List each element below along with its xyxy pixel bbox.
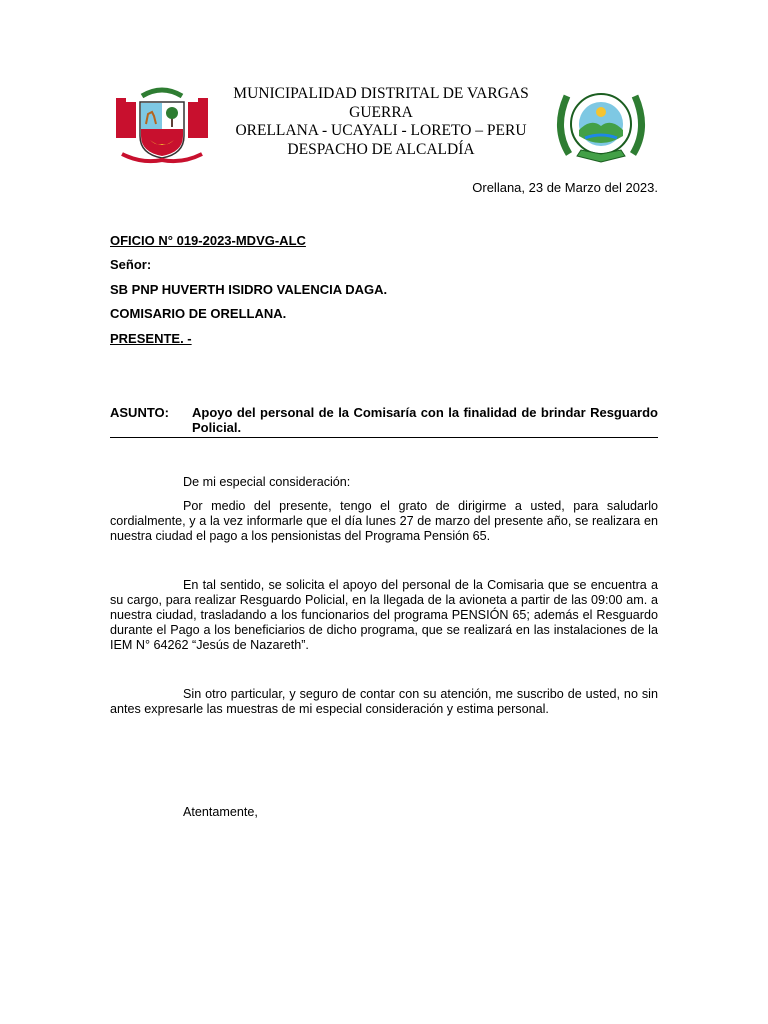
letterhead-municipality: MUNICIPALIDAD DISTRITAL DE VARGAS GUERRA [233, 85, 529, 121]
subject-text: Apoyo del personal de la Comisaría con la finalidad de brindar Resguardo Policial. [192, 405, 658, 435]
body-paragraph-1: Por medio del presente, tengo el grato de dirigirme a usted, para saludarlo cordialmente, y a la vez informarle que el día lunes 27 de marzo del presente año, se realizara en nuestra ciudad el pago a los pensionistas del Programa Pensión 65. [110, 499, 658, 543]
subject-divider [110, 437, 658, 438]
letterhead [222, 85, 540, 159]
subject-label: ASUNTO: [110, 405, 169, 420]
body-paragraph-3: Sin otro particular, y seguro de contar con su atención, me suscribo de usted, no sin antes expresarle las muestras de mi especial consideración y estima personal. [110, 687, 658, 716]
recipient-position: COMISARIO DE ORELLANA. [110, 306, 287, 321]
greeting: De mi especial consideración: [183, 475, 351, 489]
municipal-seal-icon [551, 84, 651, 168]
letter-date: Orellana, 23 de Marzo del 2023. [472, 180, 658, 195]
recipient-name: SB PNP HUVERTH ISIDRO VALENCIA DAGA. [110, 282, 388, 297]
closing: Atentamente, [183, 805, 258, 819]
letterhead-office: DESPACHO DE ALCALDÍA [287, 140, 475, 158]
presente-label: PRESENTE. - [110, 331, 192, 346]
oficio-number: OFICIO N° 019-2023-MDVG-ALC [110, 233, 306, 248]
body-paragraph-2: En tal sentido, se solicita el apoyo del personal de la Comisaria que se encuentra a su cargo, para realizar Resguardo Policial, en la llegada de la avioneta a partir de las 09:00 am. a nuestra ciudad, trasladando a los funcionarios del programa PENSIÓN 65; además el Resguardo durante el Pago a los beneficiarios de dicho programa, que se realizará en las instalaciones de la IEM N° 64262 “Jesús de Nazareth”. [110, 578, 658, 652]
peru-coat-of-arms-icon [112, 84, 212, 168]
letterhead-location: ORELLANA - UCAYALI - LORETO – PERU [235, 122, 527, 139]
salutation-title: Señor: [110, 257, 152, 272]
